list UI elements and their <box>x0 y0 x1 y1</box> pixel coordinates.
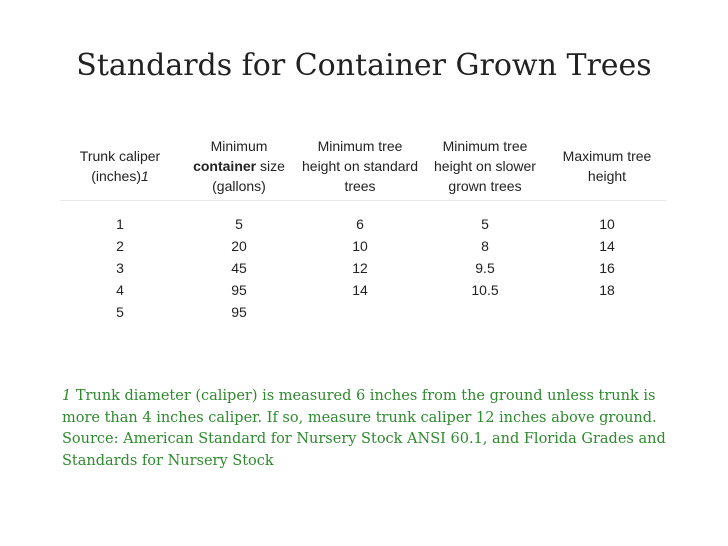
table-cell: 45 <box>231 260 247 276</box>
table-cell: 4 <box>116 282 124 298</box>
table-cell: 16 <box>599 260 615 276</box>
table-row <box>60 279 666 301</box>
header-min-height-standard: Minimum tree height on standard trees <box>298 132 422 201</box>
table-cell: 95 <box>231 304 247 320</box>
page-title: Standards for Container Grown Trees <box>76 48 652 83</box>
table-cell: 10 <box>352 238 368 254</box>
table-cell: 9.5 <box>475 260 495 276</box>
table-cell: 3 <box>116 260 124 276</box>
footnote-marker: 1 <box>62 388 72 404</box>
table-cell: 12 <box>352 260 368 276</box>
table-cell <box>298 301 422 323</box>
table-cell <box>422 301 548 323</box>
table-cell: 5 <box>481 216 489 232</box>
footnote-text: Trunk diameter (caliper) is measured 6 inches from the ground unless trunk is more than 4 inches caliper. If so, measure trunk caliper 12 inches above ground. Source: American Standard for Nursery Stock ANSI 60.1, and Florida Grades and Standards for Nursery Stock <box>62 388 666 469</box>
table-cell: 10.5 <box>471 282 499 298</box>
table-cell: 8 <box>481 238 489 254</box>
table-header-row <box>60 132 666 201</box>
table-cell <box>548 301 666 323</box>
table-row <box>60 201 666 236</box>
header-min-container-suffix: size (gallons) <box>212 158 285 194</box>
table-cell: 10 <box>599 216 615 232</box>
table-cell: 5 <box>235 216 243 232</box>
header-trunk-caliper-text: Trunk caliper (inches) <box>79 148 161 184</box>
table-cell: 20 <box>231 238 247 254</box>
table-cell: 1 <box>116 216 124 232</box>
table-cell: 6 <box>356 216 364 232</box>
header-min-container-prefix: Minimum <box>210 138 268 154</box>
table-cell: 5 <box>116 304 124 320</box>
header-container-bold: container <box>193 158 257 174</box>
standards-table <box>60 132 666 323</box>
table-cell: 14 <box>599 238 615 254</box>
footnote <box>62 386 668 472</box>
footnote-ref: 1 <box>141 168 149 184</box>
table-cell: 14 <box>352 282 368 298</box>
table-cell: 18 <box>599 282 615 298</box>
table-row <box>60 301 666 323</box>
header-max-height: Maximum tree height <box>548 132 666 201</box>
header-min-container-size <box>180 132 298 201</box>
table-row <box>60 235 666 257</box>
table-cell: 95 <box>231 282 247 298</box>
header-min-height-slower: Minimum tree height on slower grown trees <box>422 132 548 201</box>
header-trunk-caliper <box>60 132 180 201</box>
table-cell: 2 <box>116 238 124 254</box>
table-row <box>60 257 666 279</box>
